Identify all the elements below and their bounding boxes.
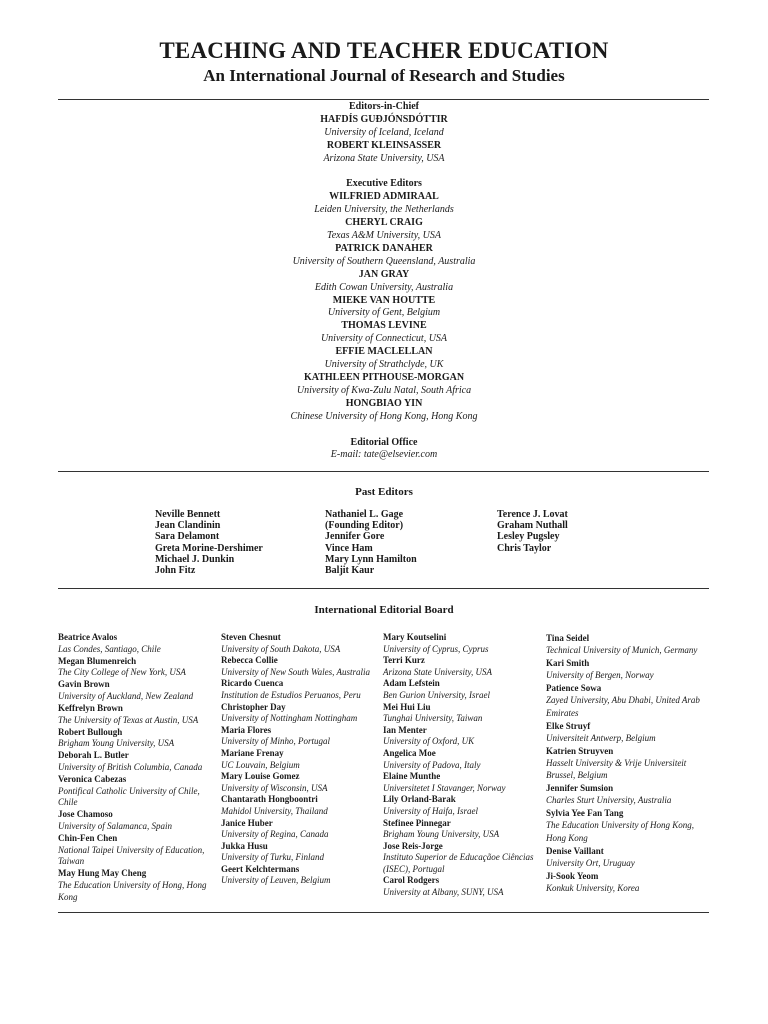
member-name: Ian Menter: [383, 724, 427, 735]
member-name: Katrien Struyven: [546, 745, 614, 756]
member-name: Kari Smith: [546, 658, 590, 669]
member-name: Robert Bullough: [58, 726, 123, 737]
editor-affiliation: Leiden University, the Netherlands: [314, 204, 454, 216]
member-affiliation: Universitetet I Stavanger, Norway: [383, 782, 506, 793]
editor-affiliation: Chinese University of Hong Kong, Hong Kong: [290, 410, 478, 422]
member-affiliation: University at Albany, SUNY, USA: [383, 887, 504, 898]
past-editor: Michael J. Dunkin: [155, 553, 235, 565]
editor-affiliation: University of Connecticut, USA: [320, 333, 448, 345]
member-affiliation: Instituto Superior de Educaçãoe Ciências (ISEC), Portugal: [383, 852, 534, 874]
board-member: [546, 720, 710, 744]
member-affiliation: University of Bergen, Norway: [546, 670, 654, 681]
editor-affiliation: University of Gent, Belgium: [327, 307, 441, 319]
board-member: [58, 750, 216, 773]
member-name: Mary Louise Gomez: [221, 771, 300, 782]
board-member: [546, 870, 710, 894]
member-affiliation: UC Louvain, Belgium: [221, 759, 300, 770]
member-affiliation: Zayed University, Abu Dhabi, United Arab Emirates: [546, 695, 700, 718]
member-name: Janice Huber: [221, 817, 273, 828]
member-name: Elaine Munthe: [383, 771, 441, 782]
board-member: [383, 632, 541, 655]
board-member: [546, 782, 710, 806]
board-member: [383, 771, 541, 794]
editor-name: CHERYL CRAIG: [345, 217, 423, 229]
member-affiliation: Universiteit Antwerp, Belgium: [546, 732, 656, 743]
member-affiliation: Hasselt University & Vrije Universiteit Brussel, Belgium: [546, 757, 687, 781]
board-member: [546, 657, 710, 681]
member-affiliation: Institution de Estudios Peruanos, Peru: [221, 689, 361, 700]
member-affiliation: University of Turku, Finland: [221, 852, 324, 863]
member-name: Gavin Brown: [58, 679, 110, 690]
editor-name: KATHLEEN PITHOUSE-MORGAN: [303, 372, 465, 384]
past-editor: Terence J. Lovat: [497, 509, 568, 520]
member-name: Maria Flores: [221, 724, 272, 735]
member-name: Elke Struyf: [546, 720, 591, 731]
editor-affiliation: University of Southern Queensland, Australia: [292, 255, 476, 267]
board-member: [221, 632, 379, 655]
past-editor: Jean Clandinin: [155, 520, 221, 532]
member-name: Tina Seidel: [546, 633, 590, 643]
board-member: [58, 656, 216, 679]
editor-name: HONGBIAO YIN: [345, 397, 423, 409]
past-editor: John Fitz: [155, 565, 196, 577]
past-editor: Mary Lynn Hamilton: [325, 553, 417, 565]
editor-name: ROBERT KLEINSASSER: [326, 139, 442, 151]
board-member: [546, 807, 710, 843]
member-name: Deborah L. Butler: [58, 750, 129, 761]
editor-affiliation: Texas A&M University, USA: [327, 230, 441, 242]
member-name: Steven Chesnut: [221, 632, 281, 642]
editor-name: HAFDÍS GUÐJÓNSDÓTTIR: [320, 113, 448, 125]
member-affiliation: University of Oxford, UK: [383, 736, 475, 747]
member-affiliation: University of British Columbia, Canada: [58, 762, 203, 773]
member-name: Mei Hui Liu: [383, 701, 431, 712]
board-column: [58, 632, 216, 904]
board-member: [58, 703, 216, 726]
board-member: [383, 702, 541, 725]
member-name: Jose Reis-Jorge: [383, 840, 443, 851]
past-editor: Nathaniel L. Gage: [325, 509, 404, 520]
member-name: Jennifer Sumsion: [546, 783, 614, 794]
board-column: [546, 632, 710, 895]
member-affiliation: University Ort, Uruguay: [546, 857, 635, 868]
member-name: Rebecca Collie: [221, 655, 278, 666]
editor-affiliation: University of Strathclyde, UK: [324, 359, 444, 371]
board-member: [383, 655, 541, 678]
member-affiliation: University of Auckland, New Zealand: [58, 690, 194, 701]
editor-affiliation: University of Iceland, Iceland: [324, 126, 444, 138]
member-affiliation: Brigham Young University, USA: [58, 738, 175, 749]
member-name: Jukka Husu: [221, 840, 268, 851]
board-member: [221, 841, 379, 864]
board-member: [383, 818, 541, 841]
past-editors-heading: Past Editors: [355, 486, 413, 498]
board-member: [221, 702, 379, 725]
board-member: [58, 774, 216, 809]
journal-title: TEACHING AND TEACHER EDUCATION: [159, 38, 609, 63]
editor-name: JAN GRAY: [358, 268, 410, 280]
divider-top: [58, 99, 709, 100]
board-member: [58, 679, 216, 702]
board-heading: International Editorial Board: [314, 604, 454, 616]
board-member: [383, 748, 541, 771]
member-affiliation: University of Wisconsin, USA: [221, 782, 328, 793]
divider-middle: [58, 471, 709, 472]
divider-bottom: [58, 912, 709, 913]
past-editor: Chris Taylor: [497, 542, 552, 554]
member-affiliation: Arizona State University, USA: [383, 666, 492, 677]
board-member: [221, 818, 379, 841]
member-affiliation: Pontifical Catholic University of Chile, Chile: [58, 785, 200, 808]
past-editor: (Founding Editor): [325, 520, 404, 532]
member-affiliation: University of Nottingham Nottingham: [221, 713, 358, 724]
member-name: Adam Lefstein: [383, 678, 440, 689]
member-affiliation: Konkuk University, Korea: [546, 882, 640, 893]
member-name: May Hung May Cheng: [58, 868, 147, 879]
past-editor: Neville Bennett: [155, 509, 221, 520]
member-affiliation: Tunghai University, Taiwan: [383, 713, 483, 724]
member-affiliation: The Education University of Hong, Hong Kong: [58, 879, 207, 902]
past-editors-column: [155, 509, 263, 576]
editor-name: MIEKE VAN HOUTTE: [332, 294, 436, 306]
journal-subtitle: An International Journal of Research and Studies: [203, 66, 565, 85]
board-member: [221, 771, 379, 794]
past-editors-column: [325, 509, 417, 576]
editor-name: WILFRIED ADMIRAAL: [329, 191, 439, 203]
member-name: Ricardo Cuenca: [221, 678, 284, 689]
member-affiliation: University of Salamanca, Spain: [58, 821, 172, 831]
past-editor: Sara Delamont: [155, 531, 220, 543]
member-name: Sylvia Yee Fan Tang: [546, 808, 624, 819]
past-editors-column: [497, 509, 568, 554]
board-member: [546, 682, 710, 718]
board-member: [546, 845, 710, 869]
member-affiliation: Las Condes, Santiago, Chile: [58, 643, 161, 654]
editor-affiliation: Arizona State University, USA: [323, 152, 445, 164]
editor-name: EFFIE MACLELLAN: [335, 346, 433, 358]
member-name: Denise Vaillant: [546, 845, 604, 856]
member-name: Chantarath Hongboontri: [221, 794, 318, 805]
editorial-office-email[interactable]: E-mail: tate@elsevier.com: [330, 449, 438, 461]
editors-block: [0, 101, 768, 462]
member-affiliation: University of Haifa, Israel: [383, 805, 478, 816]
board-member: [58, 833, 216, 868]
board-member: [58, 809, 216, 832]
member-name: Lily Orland-Barak: [383, 794, 456, 805]
past-editor: Baljit Kaur: [325, 565, 375, 577]
member-affiliation: University of South Dakota, USA: [221, 643, 341, 654]
member-name: Christopher Day: [221, 701, 286, 712]
member-name: Beatrice Avalos: [58, 632, 118, 642]
member-affiliation: Mahidol University, Thailand: [221, 805, 328, 816]
member-affiliation: University of Leuven, Belgium: [221, 875, 331, 886]
board-member: [58, 727, 216, 750]
past-editor: Jennifer Gore: [325, 531, 385, 543]
member-affiliation: Ben Gurion University, Israel: [383, 689, 490, 700]
member-affiliation: Brigham Young University, USA: [383, 829, 500, 840]
editor-name: PATRICK DANAHER: [335, 242, 433, 254]
board-member: [383, 794, 541, 817]
board-member: [221, 655, 379, 678]
board-member: [383, 875, 541, 898]
editors-in-chief-list: [0, 114, 768, 166]
member-name: Chin-Fen Chen: [58, 833, 118, 844]
member-name: Mariane Frenay: [221, 747, 284, 758]
executive-editors-heading: Executive Editors: [346, 178, 422, 190]
member-affiliation: National Taipei University of Education, Taiwan: [58, 844, 205, 867]
board-member: [546, 745, 710, 781]
member-name: Keffrelyn Brown: [58, 703, 123, 714]
member-affiliation: The University of Texas at Austin, USA: [58, 714, 199, 725]
editors-in-chief-heading: Editors-in-Chief: [349, 101, 419, 112]
past-editor: Lesley Pugsley: [497, 531, 560, 543]
member-name: Veronica Cabezas: [58, 774, 127, 785]
member-name: Patience Sowa: [546, 683, 602, 694]
board-member: [383, 678, 541, 701]
member-affiliation: University of Cyprus, Cyprus: [383, 643, 489, 654]
editor-name: THOMAS LEVINE: [341, 320, 427, 332]
board-member: [383, 725, 541, 748]
member-affiliation: The Education University of Hong Kong, Hong Kong: [546, 820, 694, 843]
member-affiliation: University of Regina, Canada: [221, 829, 329, 840]
member-affiliation: Charles Sturt University, Australia: [546, 795, 672, 806]
board-member: [221, 678, 379, 701]
board-column: [383, 632, 541, 899]
member-name: Mary Koutselini: [383, 632, 447, 642]
board-member: [221, 864, 379, 887]
editorial-office-heading: Editorial Office: [350, 436, 418, 448]
board-member: [58, 632, 216, 655]
board-member: [546, 632, 710, 656]
past-editor: Greta Morine-Dershimer: [155, 542, 263, 554]
member-name: Megan Blumenreich: [58, 655, 137, 666]
member-affiliation: University of Minho, Portugal: [221, 736, 330, 747]
editor-affiliation: Edith Cowan University, Australia: [314, 281, 454, 293]
board-member: [383, 841, 541, 876]
past-editor: Graham Nuthall: [497, 520, 568, 532]
divider-lower: [58, 588, 709, 589]
member-name: Jose Chamoso: [58, 809, 113, 820]
editor-affiliation: University of Kwa-Zulu Natal, South Africa: [296, 384, 472, 396]
member-name: Geert Kelchtermans: [221, 863, 300, 874]
member-affiliation: Technical University of Munich, Germany: [546, 645, 698, 656]
board-member: [58, 868, 216, 903]
member-name: Carol Rodgers: [383, 875, 440, 886]
member-affiliation: The City College of New York, USA: [58, 667, 186, 678]
member-name: Angelica Moe: [383, 747, 436, 758]
member-name: Ji-Sook Yeom: [546, 870, 599, 881]
board-column: [221, 632, 379, 887]
past-editor: Vince Ham: [325, 542, 373, 554]
member-name: Terri Kurz: [383, 655, 425, 666]
executive-editors-list: [0, 191, 768, 423]
member-name: Stefinee Pinnegar: [383, 817, 451, 828]
member-affiliation: University of New South Wales, Australia: [221, 666, 371, 677]
member-affiliation: University of Padova, Italy: [383, 759, 481, 770]
board-member: [221, 794, 379, 817]
board-member: [221, 748, 379, 771]
board-member: [221, 725, 379, 748]
